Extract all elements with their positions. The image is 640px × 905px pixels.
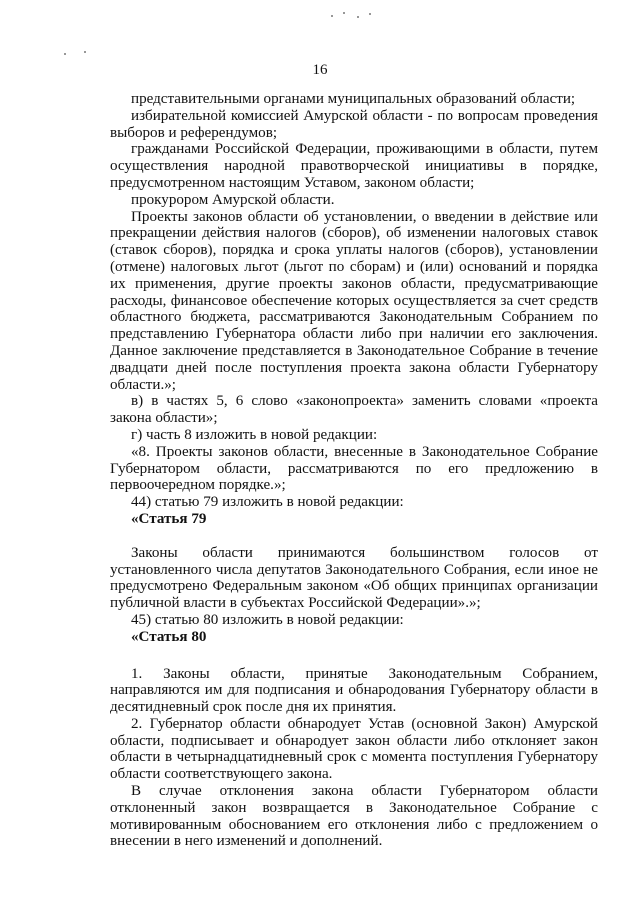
paragraph: Законы области принимаются большинством голосов от установленного числа депутатов Законодательного Собрания, если иное не предусмотрено Федеральным законом «Об общих принципах организации публичной власти в субъектах Российской Федерации».»; xyxy=(110,544,598,612)
document-body xyxy=(110,91,598,850)
page-number: 16 xyxy=(312,62,328,78)
paragraph: 1. Законы области, принятые Законодательным Собранием, направляются им для подписания и обнародования Губернатору области в десятидневный срок после дня их принятия. xyxy=(110,665,598,716)
paragraph: представительными органами муниципальных образований области; xyxy=(131,91,576,107)
scan-speck xyxy=(84,51,86,53)
paragraph: 45) статью 80 изложить в новой редакции: xyxy=(131,611,404,628)
paragraph: 2. Губернатор области обнародует Устав (основной Закон) Амурской области, подписывает и обнародует закон области либо отклоняет закон области в четырнадцатидневный срок с момента поступления Губернатору области соответствующего закона. xyxy=(110,715,598,783)
paragraph: гражданами Российской Федерации, проживающими в области, путем осуществления народной правотворческой инициативы в порядке, предусмотренном настоящим Уставом, законом области; xyxy=(110,141,598,191)
scan-speck xyxy=(369,13,371,15)
paragraph: в) в частях 5, 6 слово «законопроекта» заменить словами «проекта закона области»; xyxy=(110,393,598,427)
scan-speck xyxy=(343,12,345,14)
paragraph: 44) статью 79 изложить в новой редакции: xyxy=(131,494,404,511)
scan-speck xyxy=(357,16,359,18)
paragraph: прокурором Амурской области. xyxy=(131,191,335,208)
paragraph: Проекты законов области об установлении, о введении в действие или прекращении действия налогов (сборов), об изменении налоговых ставок (ставок сборов), порядка и срока уплаты налогов (сборов), установлении (отмене) налоговых льгот (льгот по сборам) и (или) оснований и порядка их применения, другие проекты законов области, предусматривающие расходы, финансовое обеспечение которых осуществляется за счет средств областного бюджета, рассматриваются Законодательным Собранием по представлению Губернатора области либо при наличии его заключения. Данное заключение представляется в Законодательное Собрание в течение двадцати дней после поступления проекта закона области Губернатору области.»; xyxy=(110,208,598,393)
paragraph: В случае отклонения закона области Губернатором области отклоненный закон возвращается в Законодательное Собрание с мотивированным обоснованием его отклонения либо с предложением о внесении в него изменений и дополнений. xyxy=(110,783,598,850)
scan-speck xyxy=(64,53,66,55)
scan-speck xyxy=(331,15,333,17)
paragraph: г) часть 8 изложить в новой редакции: xyxy=(131,426,378,443)
paragraph: избирательной комиссией Амурской области - по вопросам проведения выборов и референдумов; xyxy=(110,107,598,141)
paragraph: «8. Проекты законов области, внесенные в Законодательное Собрание Губернатором области, рассматриваются по его предложению в первоочередном порядке.»; xyxy=(110,443,598,494)
article-heading: «Статья 79 xyxy=(131,510,207,527)
article-heading: «Статья 80 xyxy=(131,628,207,645)
